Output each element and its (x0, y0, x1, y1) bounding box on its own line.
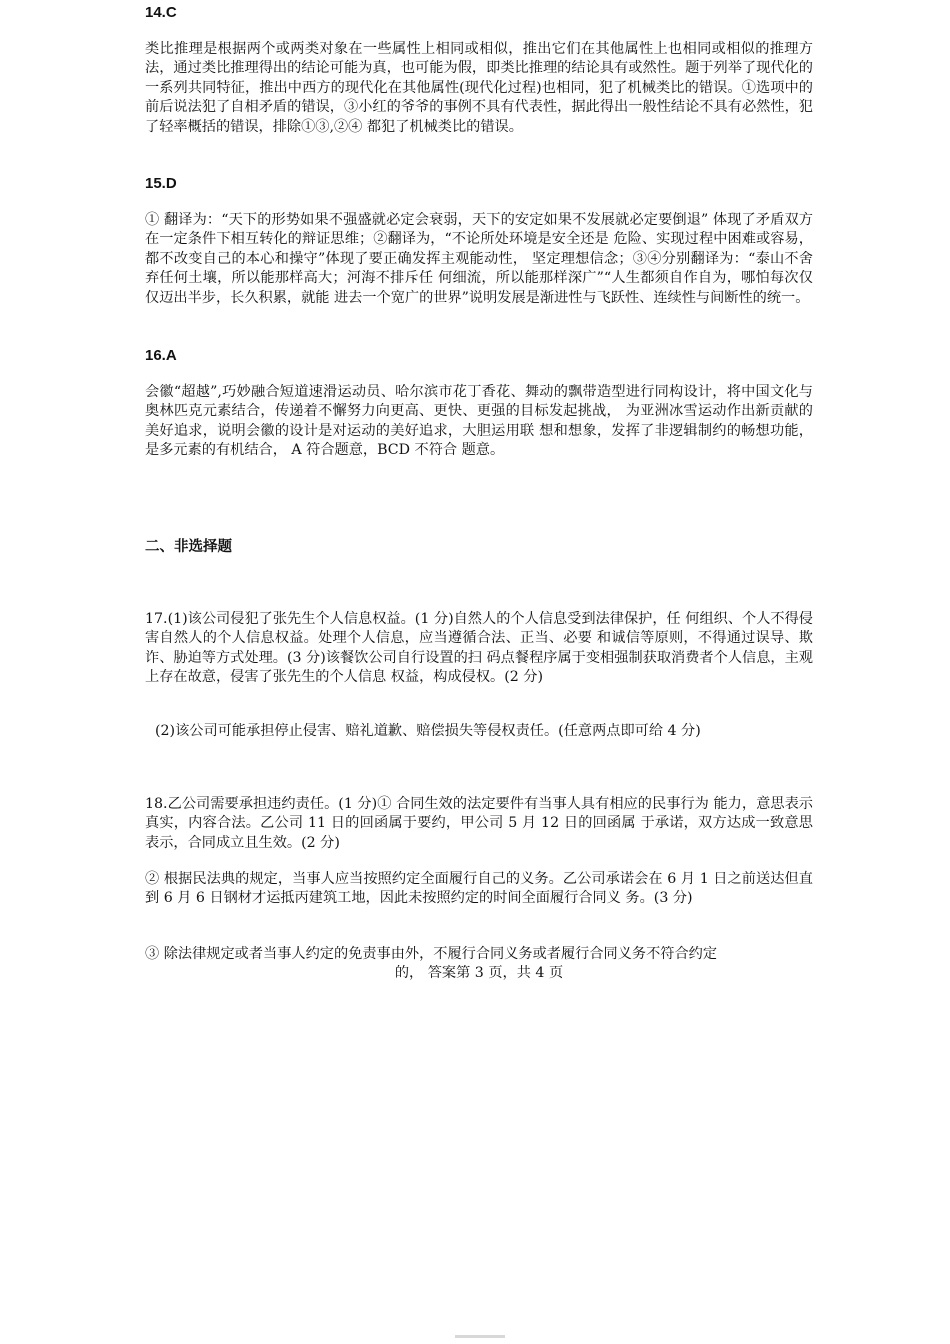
question-15-body: ① 翻译为：“天下的形势如果不强盛就必定会衰弱，天下的安定如果不发展就必定要倒退” 体现了矛盾双方在一定条件下相互转化的辩证思维；②翻译为，“不论所处环境是安全还是 危险、实现过程中困难或容易，都不改变自己的本心和操守”体现了要正确发挥主观能动性， 坚定理想信念；③④分别翻译为：“泰山不舍弃任何土壤，所以能那样高大；河海不排斥任 何细流，所以能那样深广”“人生都须自作自为，哪怕每次仅仅迈出半步，长久积累，就能 进去一个宽广的世界”说明发展是渐进性与飞跃性、连续性与间断性的统一。 (145, 212, 813, 306)
question-17-part1: 17.(1)该公司侵犯了张先生个人信息权益。(1 分)自然人的个人信息受到法律保护，任 何组织、个人不得侵害自然人的个人信息权益。处理个人信息，应当遵循合法、正当、必要 和诚信等原则，不得通过误导、欺诈、胁迫等方式处理。(3 分)该餐饮公司自行设置的扫 码点餐程序属于变相强制获取消费者个人信息，主观上存在故意，侵害了张先生的个人信息 权益，构成侵权。(2 分) (145, 611, 813, 686)
question-15-answer (145, 211, 813, 308)
page-footer (145, 964, 813, 983)
question-14-heading: 14.C (145, 4, 177, 21)
question-18-part1: 18.乙公司需要承担违约责任。(1 分)① 合同生效的法定要件有当事人具有相应的民事行为 能力，意思表示真实，内容合法。乙公司 11 日的回函属于要约，甲公司 5 月 12 日的回函属 于承诺，双方达成一致意思表示，合同成立且生效。(2 分) (145, 796, 813, 851)
section-title: 二、非选择题 (145, 539, 232, 555)
question-16-answer (145, 383, 813, 461)
question-16-heading: 16.A (145, 347, 177, 364)
question-16-body: 会徽“超越”,巧妙融合短道速滑运动员、哈尔滨市花丁香花、舞动的飘带造型进行同构设计，将中国文化与奥林匹克元素结合，传递着不懈努力向更高、更快、更强的目标发起挑战， 为亚洲冰雪运动作出新贡献的美好追求，说明会徽的设计是对运动的美好追求，大胆运用联 想和想象，发挥了非逻辑制约的畅想功能，是多元素的有机结合， A 符合题意，BCD 不符合 题意。 (145, 384, 813, 459)
question-17-part2-block (155, 722, 820, 741)
question-18-answer (145, 795, 813, 853)
section-heading (145, 537, 813, 557)
question-16 (145, 346, 813, 366)
question-18-part2: ② 根据民法典的规定，当事人应当按照约定全面履行自己的义务。乙公司承诺会在 6 月 1 日之前送达但直到 6 月 6 日钢材才运抵丙建筑工地，因此未按照约定的时间全面履行合同义 务。(3 分) (145, 871, 813, 907)
page-number-text: 的， 答案第 3 页，共 4 页 (394, 965, 564, 981)
question-18-part3: ③ 除法律规定或者当事人约定的免责事由外，不履行合同义务或者履行合同义务不符合约定 (145, 946, 718, 962)
question-14 (145, 3, 813, 23)
bottom-mark (455, 1335, 505, 1338)
question-18-part2-block (145, 870, 813, 909)
question-18-part3-block (145, 945, 813, 964)
question-15-heading: 15.D (145, 175, 177, 192)
question-17-part2: (2)该公司可能承担停止侵害、赔礼道歉、赔偿损失等侵权责任。(任意两点即可给 4 分) (155, 723, 701, 739)
question-15 (145, 174, 813, 194)
question-14-body: 类比推理是根据两个或两类对象在一些属性上相同或相似，推出它们在其他属性上也相同或相似的推理方法，通过类比推理得出的结论可能为真，也可能为假，即类比推理的结论具有或然性。题于列举了现代化的一系列共同特征，推出中西方的现代化在其他属性(现代化过程)也相同，犯了机械类比的错误。①选项中的前后说法犯了自相矛盾的错误，③小红的爷爷的事例不具有代表性，据此得出一般性结论不具有必然性，犯了轻率概括的错误，排除①③,②④ 都犯了机械类比的错误。 (145, 41, 813, 135)
question-17-answer (145, 610, 813, 688)
question-14-answer (145, 40, 813, 137)
